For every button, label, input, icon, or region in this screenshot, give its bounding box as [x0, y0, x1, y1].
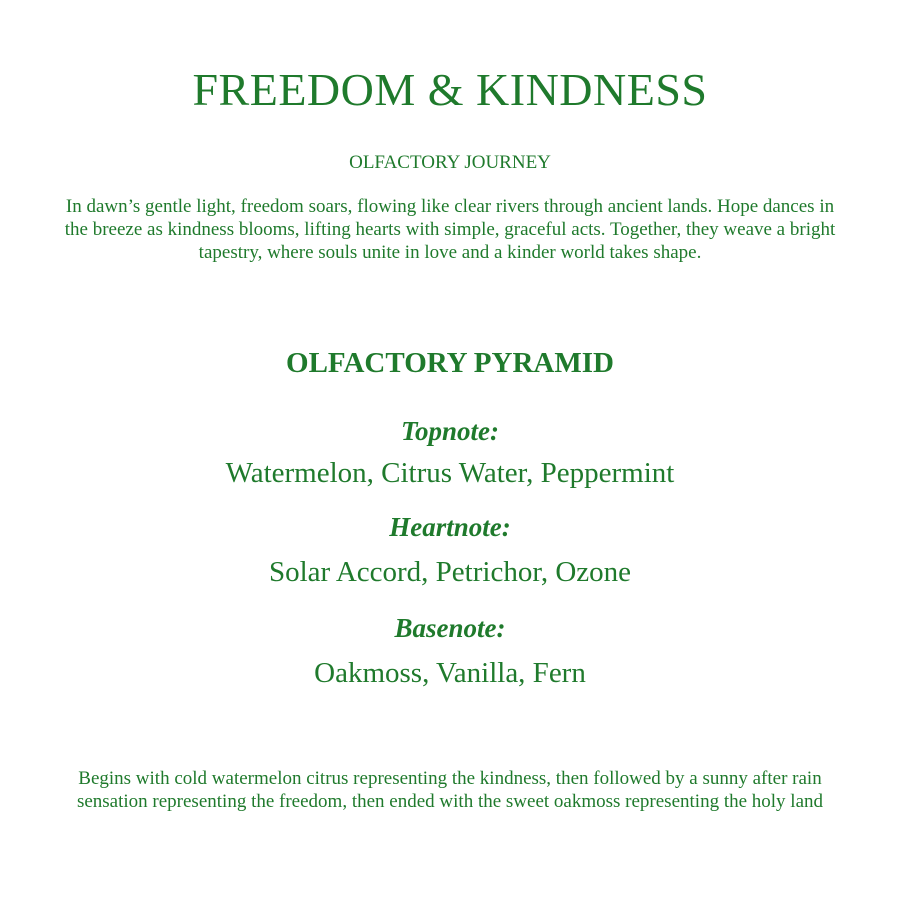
basenote-value: Oakmoss, Vanilla, Fern	[314, 657, 586, 689]
pyramid-heading: OLFACTORY PYRAMID	[286, 347, 614, 379]
heartnote-label: Heartnote:	[389, 512, 511, 542]
page-title: FREEDOM & KINDNESS	[192, 64, 708, 115]
subtitle: OLFACTORY JOURNEY	[349, 152, 551, 173]
intro-paragraph: In dawn’s gentle light, freedom soars, flowing like clear rivers through ancient lands. Hope dances in the breeze as kindness blooms, lifting hearts with simple, graceful acts. Together, they weave a bright tapestry, where souls unite in love and a kinder world takes shape.	[64, 196, 836, 263]
footer-description: Begins with cold watermelon citrus representing the kindness, then followed by a sunny after rain sensation representing the freedom, then ended with the sweet oakmoss representing the holy land	[76, 768, 824, 812]
basenote-label: Basenote:	[394, 613, 506, 643]
heartnote-value: Solar Accord, Petrichor, Ozone	[268, 556, 632, 588]
topnote-value: Watermelon, Citrus Water, Peppermint	[225, 457, 675, 489]
topnote-label: Topnote:	[400, 416, 499, 446]
